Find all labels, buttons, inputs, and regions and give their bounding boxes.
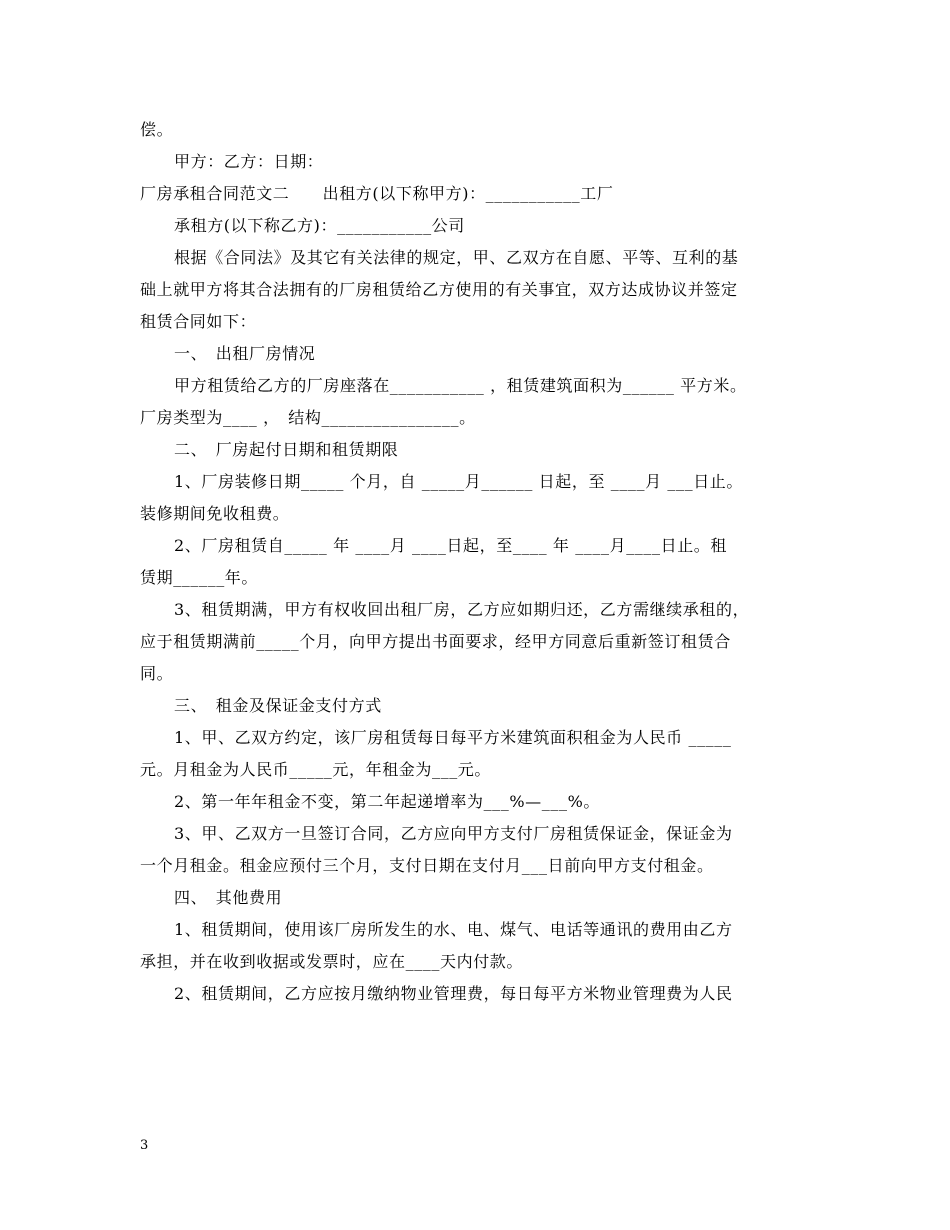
text-line: 1、租赁期间，使用该厂房所发生的水、电、煤气、电话等通讯的费用由乙方: [174, 920, 733, 939]
section-heading: 三、 租金及保证金支付方式: [174, 696, 382, 715]
text-line: 元。月租金为人民币_____元，年租金为___元。: [140, 760, 492, 779]
text-line: 2、厂房租赁自_____ 年 ____月 ____日起，至____ 年 ____月____日止。租: [174, 536, 728, 555]
document-body: [140, 114, 812, 1010]
text-line: 应于租赁期满前_____个月，向甲方提出书面要求，经甲方同意后重新签订租赁合: [140, 632, 731, 651]
section-heading: 二、 厂房起付日期和租赁期限: [174, 440, 399, 459]
text-line: 承租方(以下称乙方)：___________公司: [174, 216, 465, 235]
page-number: 3: [140, 1138, 149, 1153]
text-line: 租赁合同如下：: [140, 312, 257, 331]
section-heading: 四、 其他费用: [174, 888, 283, 907]
text-line: 同。: [140, 664, 174, 683]
text-line: 1、厂房装修日期_____ 个月，自 _____月______ 日起，至 ____月 ___日止。: [174, 472, 744, 491]
text-line: 2、第一年年租金不变，第二年起递增率为___%—___%。: [174, 792, 600, 811]
text-line: 3、甲、乙双方一旦签订合同，乙方应向甲方支付厂房租赁保证金，保证金为: [174, 824, 733, 843]
section-heading: 一、 出租厂房情况: [174, 344, 316, 363]
text-line: 根据《合同法》及其它有关法律的规定，甲、乙双方在自愿、平等、互利的基: [174, 248, 739, 267]
text-line: 甲方：乙方：日期：: [174, 152, 324, 171]
text-line: 甲方租赁给乙方的厂房座落在___________ ，租赁建筑面积为______ 平方米。: [174, 376, 747, 395]
text-line: 3、租赁期满，甲方有权收回出租厂房，乙方应如期归还，乙方需继续承租的，: [174, 600, 750, 619]
text-line: 偿。: [140, 120, 174, 139]
text-line: 一个月租金。租金应预付三个月，支付日期在支付月___日前向甲方支付租金。: [140, 856, 714, 875]
text-line: 厂房类型为____ ， 结构________________。: [140, 408, 476, 427]
text-line: 1、甲、乙双方约定，该厂房租赁每日每平方米建筑面积租金为人民币 _____: [174, 728, 732, 747]
text-line: 厂房承租合同范文二 出租方(以下称甲方)：___________工厂: [140, 184, 614, 203]
text-line: 2、租赁期间，乙方应按月缴纳物业管理费，每日每平方米物业管理费为人民: [174, 984, 733, 1003]
text-line: 赁期______年。: [140, 568, 259, 587]
text-line: 础上就甲方将其合法拥有的厂房租赁给乙方使用的有关事宜，双方达成协议并签定: [140, 280, 738, 299]
text-line: 承担，并在收到收据或发票时，应在____天内付款。: [140, 952, 524, 971]
text-line: 装修期间免收租费。: [140, 504, 290, 523]
